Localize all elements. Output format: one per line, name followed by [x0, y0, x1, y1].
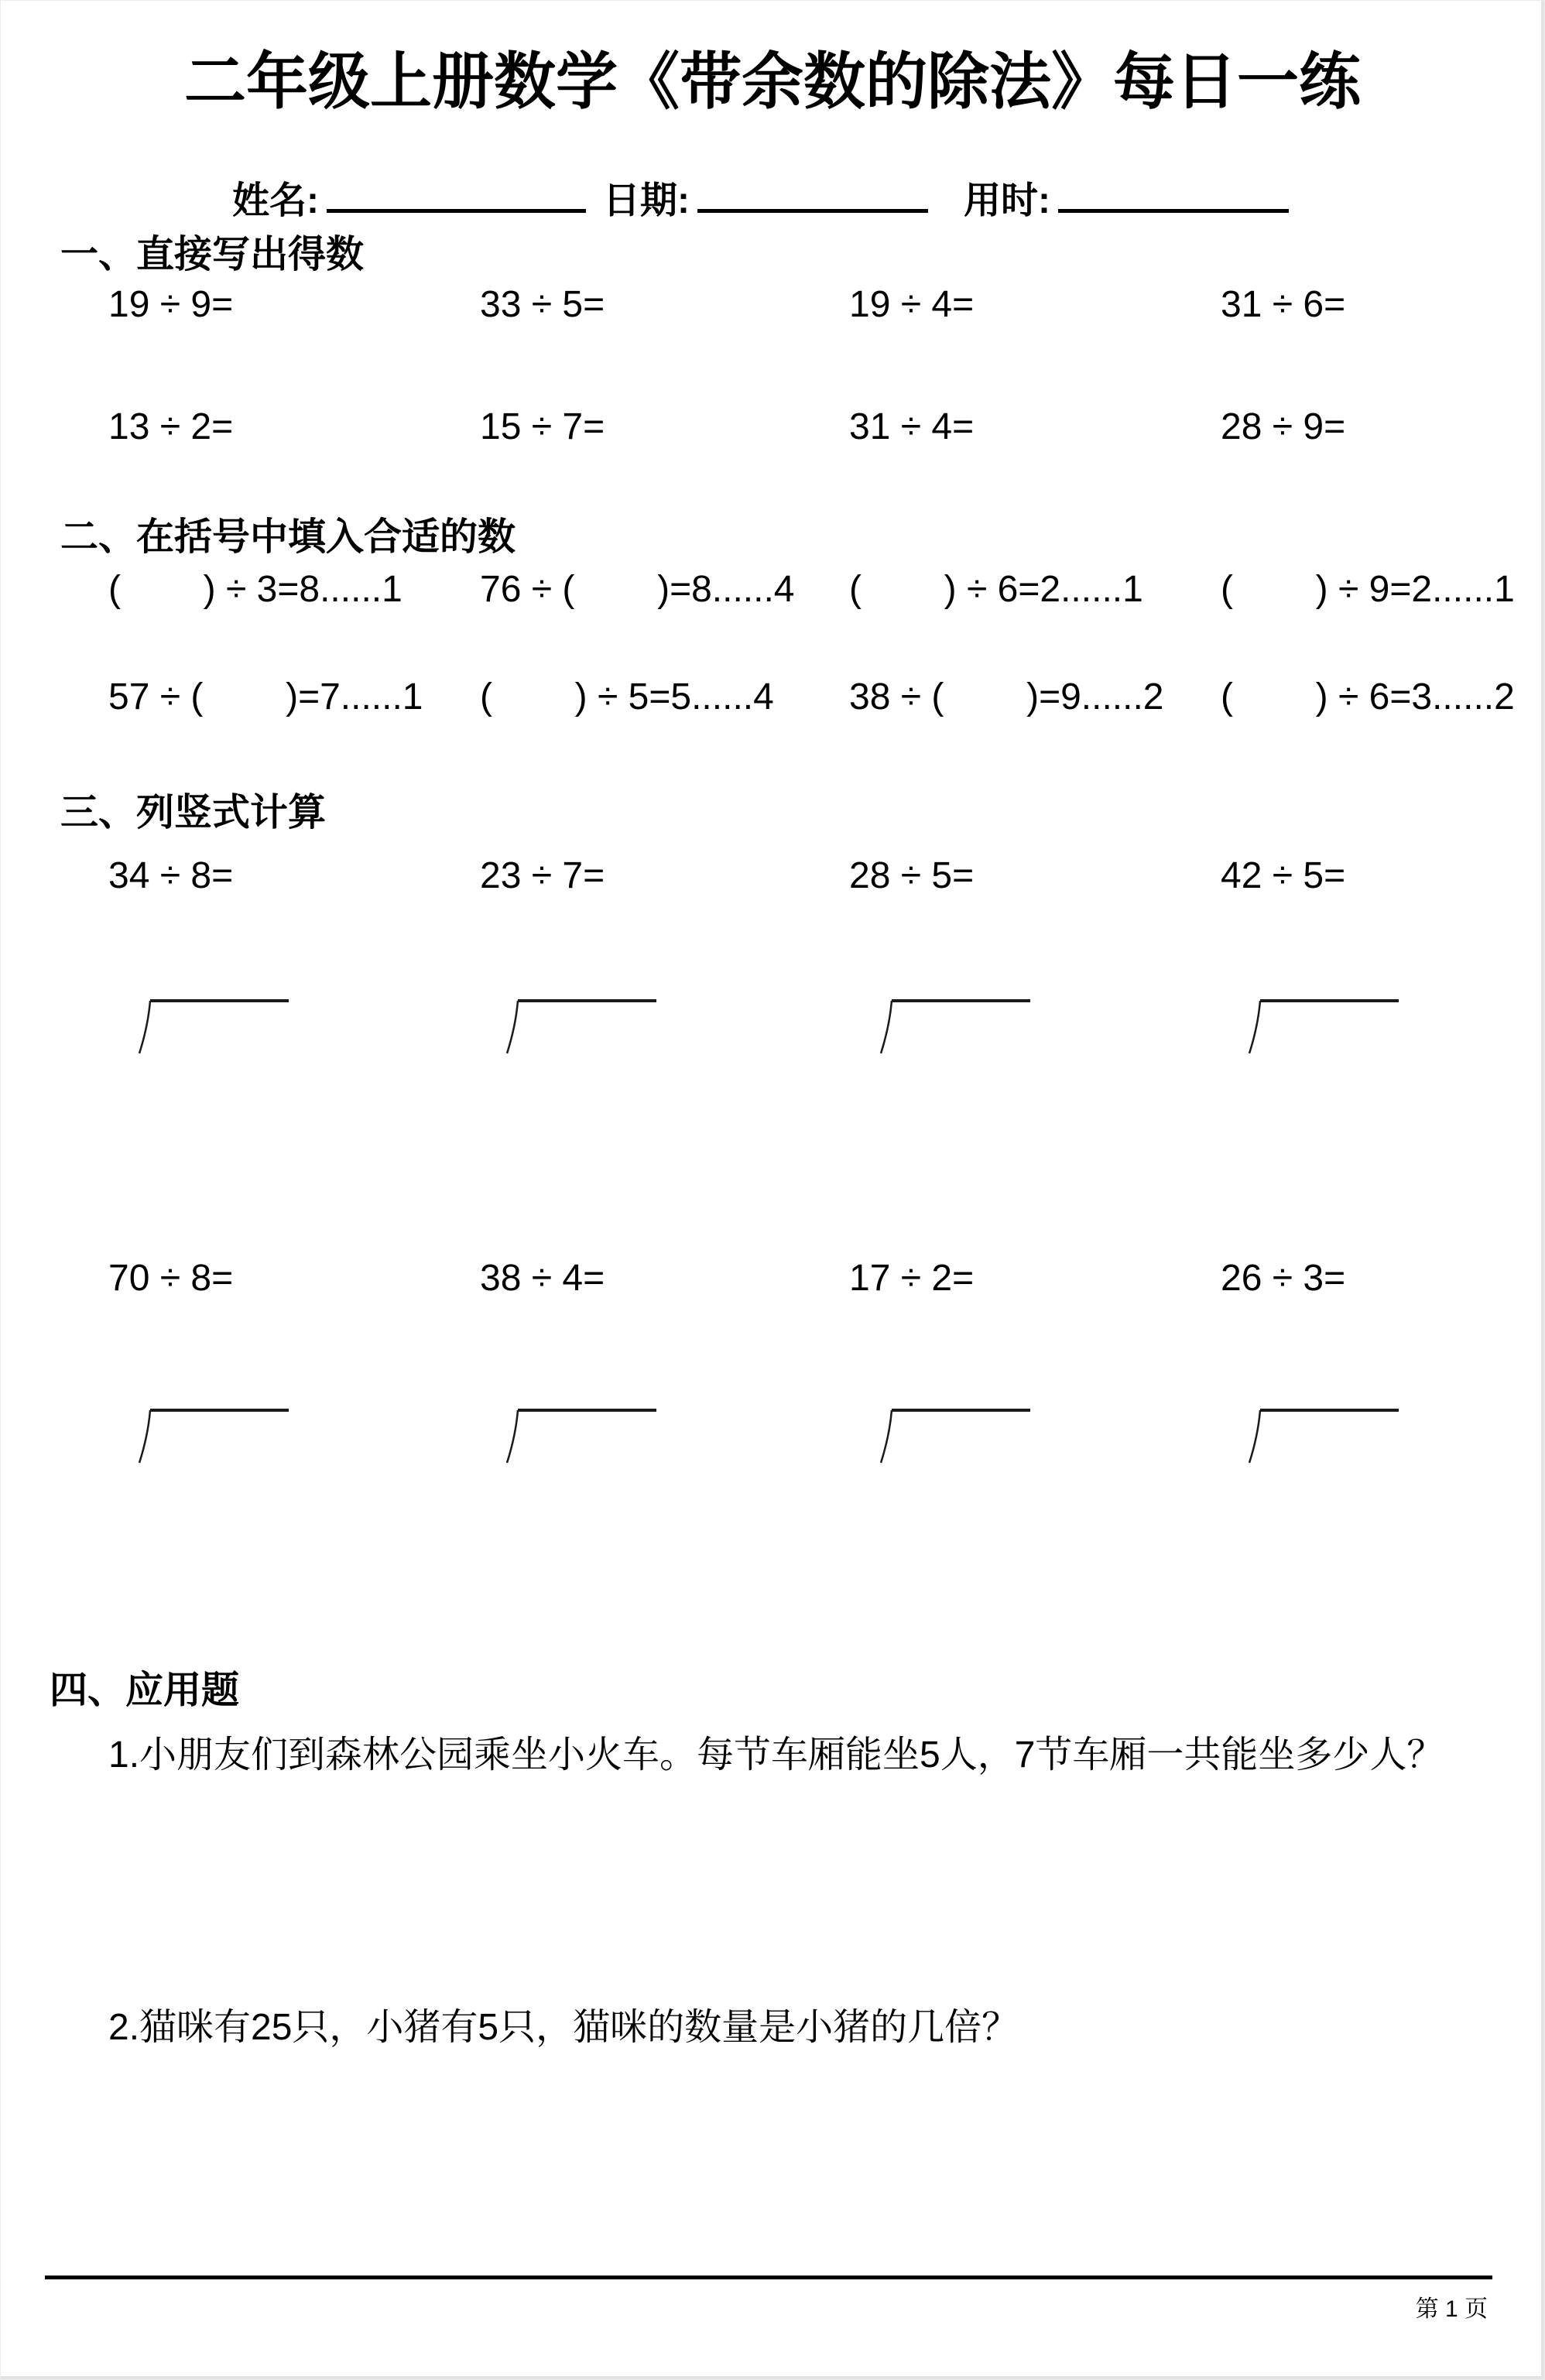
- oral-division-problem: 31 ÷ 6=: [1221, 284, 1346, 325]
- oral-division-problem: 15 ÷ 7=: [480, 406, 605, 447]
- vertical-calc-problem: 23 ÷ 7=: [480, 855, 605, 896]
- section-1-heading: 一、直接写出得数: [60, 234, 365, 276]
- vertical-calc-problem: 26 ÷ 3=: [1221, 1258, 1346, 1299]
- fill-blank-problem: 57 ÷ ( )=7......1: [108, 676, 423, 717]
- fill-blank-problem: ( ) ÷ 5=5......4: [480, 676, 774, 717]
- long-division-bracket: [139, 998, 290, 1056]
- vertical-calc-problem: 70 ÷ 8=: [108, 1258, 234, 1299]
- date-label: 日期:: [603, 180, 690, 221]
- long-division-bracket: [1249, 1408, 1400, 1465]
- long-division-bracket: [506, 998, 658, 1056]
- fill-blank-problem: ( ) ÷ 9=2......1: [1221, 569, 1515, 610]
- long-division-bracket: [506, 1408, 658, 1465]
- oral-division-problem: 28 ÷ 9=: [1221, 406, 1346, 447]
- date-blank-line: [697, 180, 928, 213]
- section-2-heading: 二、在括号中填入合适的数: [60, 516, 516, 558]
- oral-division-problem: 19 ÷ 4=: [849, 284, 975, 325]
- long-division-bracket: [880, 1408, 1032, 1465]
- vertical-calc-problem: 34 ÷ 8=: [108, 855, 234, 896]
- vertical-calc-problem: 38 ÷ 4=: [480, 1258, 605, 1299]
- page-title: 二年级上册数学《带余数的除法》每日一练: [184, 47, 1361, 116]
- section-4-heading: 四、应用题: [50, 1669, 240, 1711]
- fill-blank-problem: ( ) ÷ 3=8......1: [108, 569, 403, 610]
- name-blank-line: [327, 180, 586, 213]
- time-blank-line: [1058, 180, 1289, 213]
- long-division-bracket: [139, 1408, 290, 1465]
- fill-blank-problem: 76 ÷ ( )=8......4: [480, 569, 795, 610]
- fill-blank-problem: 38 ÷ ( )=9......2: [849, 676, 1164, 717]
- time-label: 用时:: [964, 180, 1050, 221]
- section-3-heading: 三、列竖式计算: [60, 792, 327, 834]
- long-division-bracket: [880, 998, 1032, 1056]
- page-number: 第 1 页: [1415, 2296, 1488, 2322]
- word-problem-2: 2.猫咪有25只，小猪有5只，猫咪的数量是小猪的几倍？: [108, 2007, 1019, 2048]
- name-label: 姓名:: [232, 180, 319, 221]
- vertical-calc-problem: 42 ÷ 5=: [1221, 855, 1346, 896]
- fill-blank-problem: ( ) ÷ 6=3......2: [1221, 676, 1515, 717]
- vertical-calc-problem: 17 ÷ 2=: [849, 1258, 975, 1299]
- oral-division-problem: 19 ÷ 9=: [108, 284, 234, 325]
- oral-division-problem: 13 ÷ 2=: [108, 406, 234, 447]
- fill-blank-problem: ( ) ÷ 6=2......1: [849, 569, 1143, 610]
- footer-divider: [45, 2276, 1492, 2279]
- name-date-time-line: [232, 170, 1289, 224]
- oral-division-problem: 33 ÷ 5=: [480, 284, 605, 325]
- vertical-calc-problem: 28 ÷ 5=: [849, 855, 975, 896]
- oral-division-problem: 31 ÷ 4=: [849, 406, 975, 447]
- long-division-bracket: [1249, 998, 1400, 1056]
- word-problem-1: 1.小朋友们到森林公园乘坐小火车。每节车厢能坐5人，7节车厢一共能坐多少人？: [108, 1734, 1444, 1776]
